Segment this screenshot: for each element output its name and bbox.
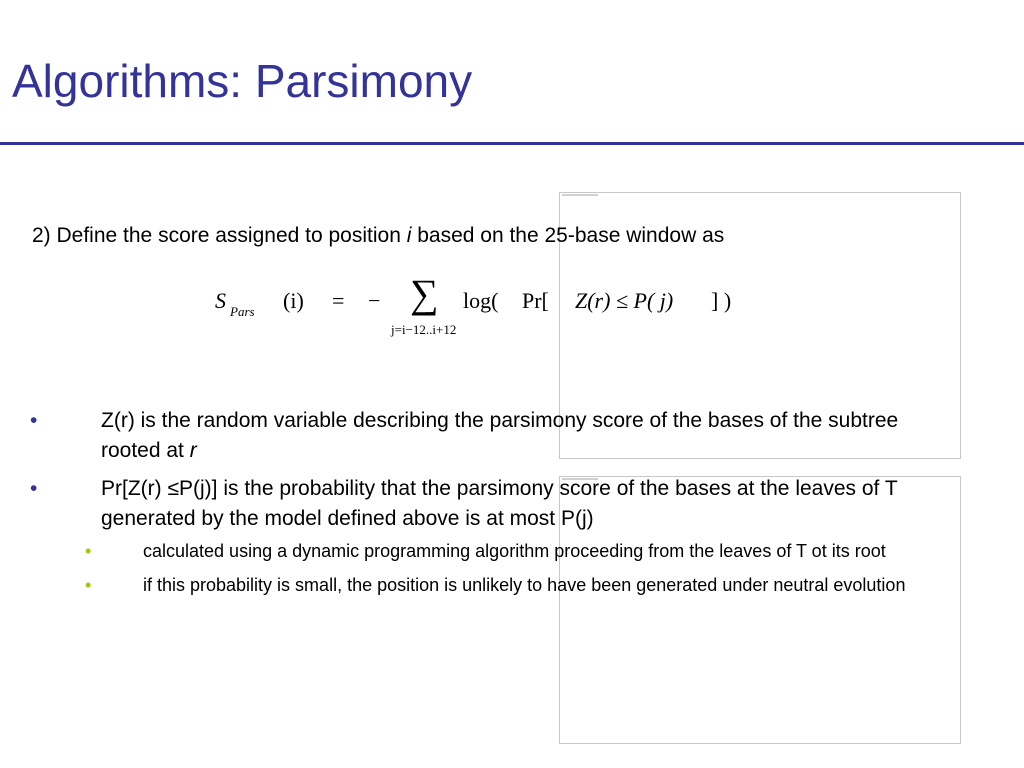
slide-title: Algorithms: Parsimony	[12, 55, 473, 107]
formula-sum-symbol: ∑	[410, 271, 439, 316]
sub-bullet-item	[30, 538, 960, 564]
bullet-marker: •	[30, 409, 38, 432]
formula-minus: −	[368, 288, 381, 313]
title-divider	[0, 142, 1024, 145]
sub-bullet-marker: •	[85, 541, 92, 561]
intro-suffix: based on the 25-base window as	[411, 224, 725, 247]
formula-log: log(	[463, 288, 499, 313]
formula-argument: (i)	[283, 288, 304, 313]
intro-prefix: 2) Define the score assigned to position	[32, 224, 407, 247]
bullet-list	[30, 406, 960, 606]
placeholder-caption	[562, 194, 598, 196]
formula-pr: Pr[	[522, 288, 549, 313]
sub-bullet-marker: •	[85, 575, 92, 595]
sub-bullet-item	[30, 572, 960, 598]
formula-close: ] )	[711, 288, 732, 313]
bullet-item	[30, 474, 960, 534]
formula-condition: Z(r) ≤ P( j)	[575, 288, 674, 313]
formula-sum-limits: j=i−12..i+12	[391, 322, 457, 337]
parsimony-score-formula	[215, 271, 775, 340]
bullet-marker: •	[30, 477, 38, 500]
sub-bullet-text: calculated using a dynamic programming algorithm proceeding from the leaves of T ot its root	[143, 541, 886, 561]
formula-score-subscript: Pars	[230, 304, 255, 319]
bullet-text: Z(r) is the random variable describing the parsimony score of the bases of the subtree rooted at	[101, 409, 899, 462]
definition-intro	[32, 224, 724, 248]
sub-bullet-text: if this probability is small, the position is unlikely to have been generated under neutral evolution	[143, 575, 906, 595]
intro-variable: i	[406, 224, 412, 247]
bullet-italic: r	[189, 439, 197, 462]
formula-equals: =	[332, 288, 345, 313]
formula-score-symbol: S	[215, 288, 226, 313]
bullet-text: Pr[Z(r) ≤P(j)] is the probability that the parsimony score of the bases at the leaves of T generated by the model defined above is at most P(j)	[101, 477, 898, 530]
bullet-item	[30, 406, 960, 466]
